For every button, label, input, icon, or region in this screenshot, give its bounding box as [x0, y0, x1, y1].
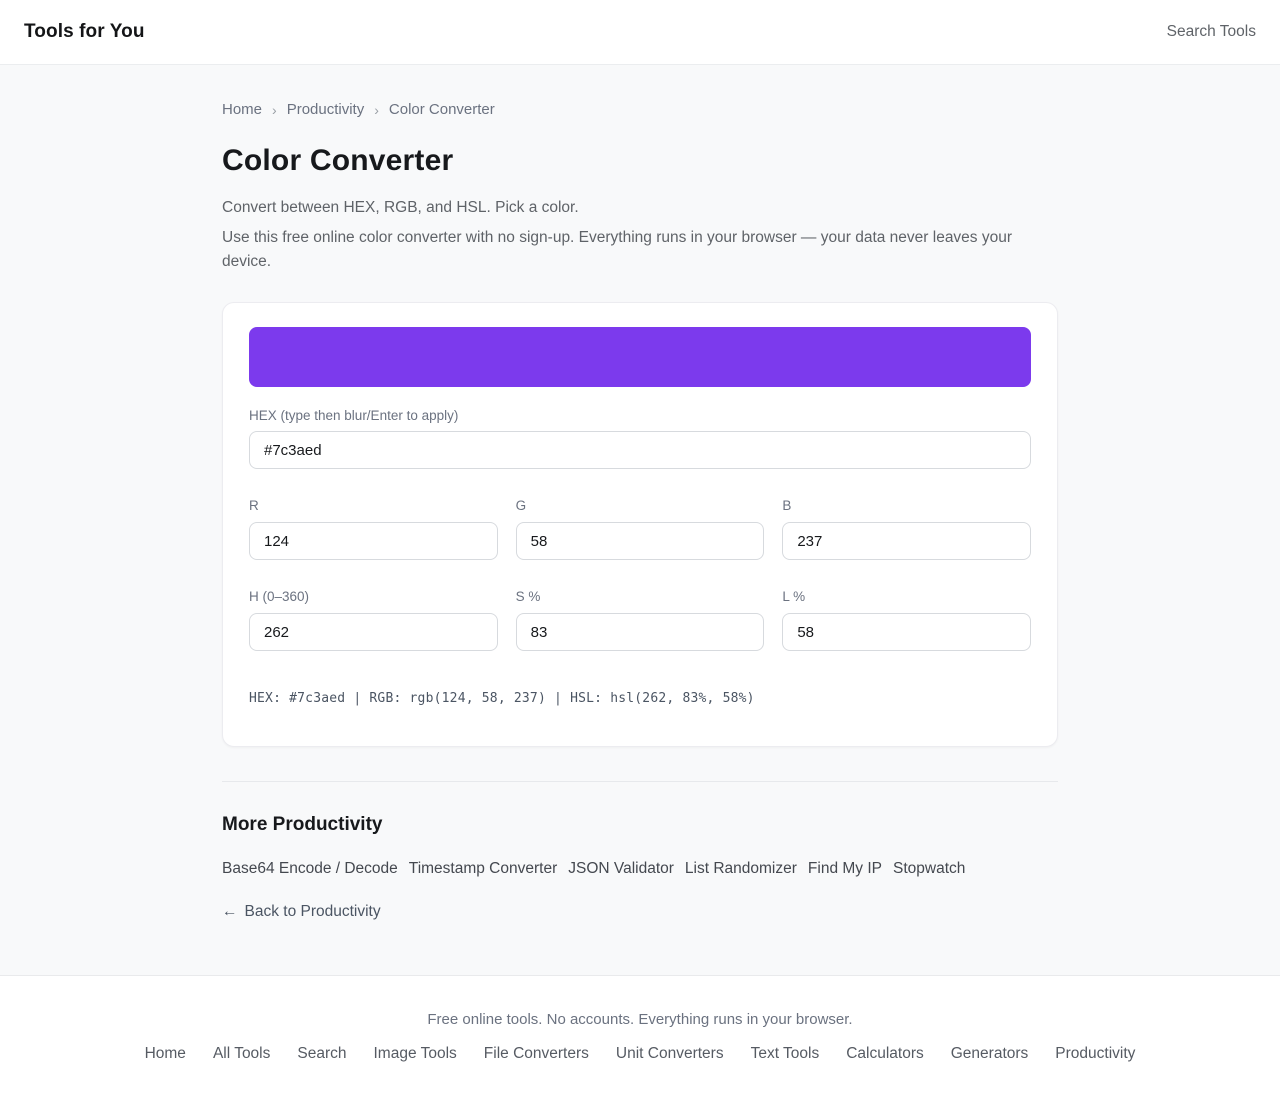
breadcrumb-separator-icon: ›	[272, 101, 277, 118]
footer-link-productivity[interactable]: Productivity	[1055, 1045, 1136, 1062]
related-link-base64[interactable]: Base64 Encode / Decode	[222, 860, 398, 877]
footer-link-search[interactable]: Search	[297, 1045, 347, 1062]
hex-field-label: HEX (type then blur/Enter to apply)	[249, 408, 459, 423]
page-title: Color Converter	[222, 144, 454, 177]
related-link-list-randomizer[interactable]: List Randomizer	[684, 860, 797, 877]
main-content	[0, 65, 1280, 975]
hex-input[interactable]	[249, 431, 1031, 469]
rgb-field-row	[249, 498, 1031, 560]
back-to-productivity-link[interactable]	[222, 903, 381, 921]
breadcrumb-current: Color Converter	[388, 101, 495, 118]
saturation-input[interactable]	[516, 613, 765, 651]
lightness-input[interactable]	[782, 613, 1031, 651]
related-links	[222, 860, 1058, 878]
saturation-field-label: S %	[515, 589, 541, 604]
footer-link-generators[interactable]: Generators	[950, 1045, 1029, 1062]
hue-input[interactable]	[249, 613, 498, 651]
related-link-stopwatch[interactable]: Stopwatch	[893, 860, 966, 877]
site-header	[0, 0, 1280, 65]
footer-nav	[0, 1045, 1280, 1063]
red-input[interactable]	[249, 522, 498, 560]
related-link-timestamp-converter[interactable]: Timestamp Converter	[408, 860, 558, 877]
section-divider	[222, 781, 1058, 782]
site-footer	[0, 975, 1280, 1099]
blue-field-label: B	[782, 498, 792, 513]
breadcrumb	[222, 65, 1058, 118]
footer-link-file-converters[interactable]: File Converters	[483, 1045, 589, 1062]
color-converter-card	[222, 302, 1058, 747]
red-field-label: R	[249, 498, 259, 513]
search-tools-link[interactable]: Search Tools	[1166, 23, 1256, 40]
page-subtitle: Convert between HEX, RGB, and HSL. Pick a color.	[222, 199, 579, 216]
footer-tagline: Free online tools. No accounts. Everything runs in your browser.	[427, 1011, 853, 1028]
back-link-label: Back to Productivity	[244, 903, 381, 920]
footer-link-calculators[interactable]: Calculators	[846, 1045, 924, 1062]
footer-link-unit-converters[interactable]: Unit Converters	[615, 1045, 724, 1062]
blue-input[interactable]	[782, 522, 1031, 560]
related-link-json-validator[interactable]: JSON Validator	[568, 860, 674, 877]
hsl-field-row	[249, 589, 1031, 651]
breadcrumb-productivity[interactable]: Productivity	[286, 101, 365, 118]
related-section-heading: More Productivity	[222, 814, 383, 835]
green-field-label: G	[515, 498, 527, 513]
lightness-field-label: L %	[782, 589, 806, 604]
breadcrumb-home[interactable]: Home	[222, 101, 263, 118]
footer-link-image-tools[interactable]: Image Tools	[373, 1045, 457, 1062]
color-swatch	[249, 327, 1031, 387]
footer-link-home[interactable]: Home	[144, 1045, 186, 1062]
page-description: Use this free online color converter with no sign-up. Everything runs in your browser — your data never leaves your device.	[222, 229, 1013, 270]
related-link-find-my-ip[interactable]: Find My IP	[807, 860, 882, 877]
footer-link-text-tools[interactable]: Text Tools	[750, 1045, 820, 1062]
hue-field-label: H (0–360)	[249, 589, 310, 604]
green-input[interactable]	[516, 522, 765, 560]
breadcrumb-separator-icon: ›	[374, 101, 379, 118]
footer-link-all-tools[interactable]: All Tools	[212, 1045, 271, 1062]
color-summary-text: HEX: #7c3aed | RGB: rgb(124, 58, 237) | HSL: hsl(262, 83%, 58%)	[249, 691, 755, 706]
back-arrow-icon: ←	[222, 903, 238, 920]
brand-logo[interactable]: Tools for You	[24, 21, 145, 42]
